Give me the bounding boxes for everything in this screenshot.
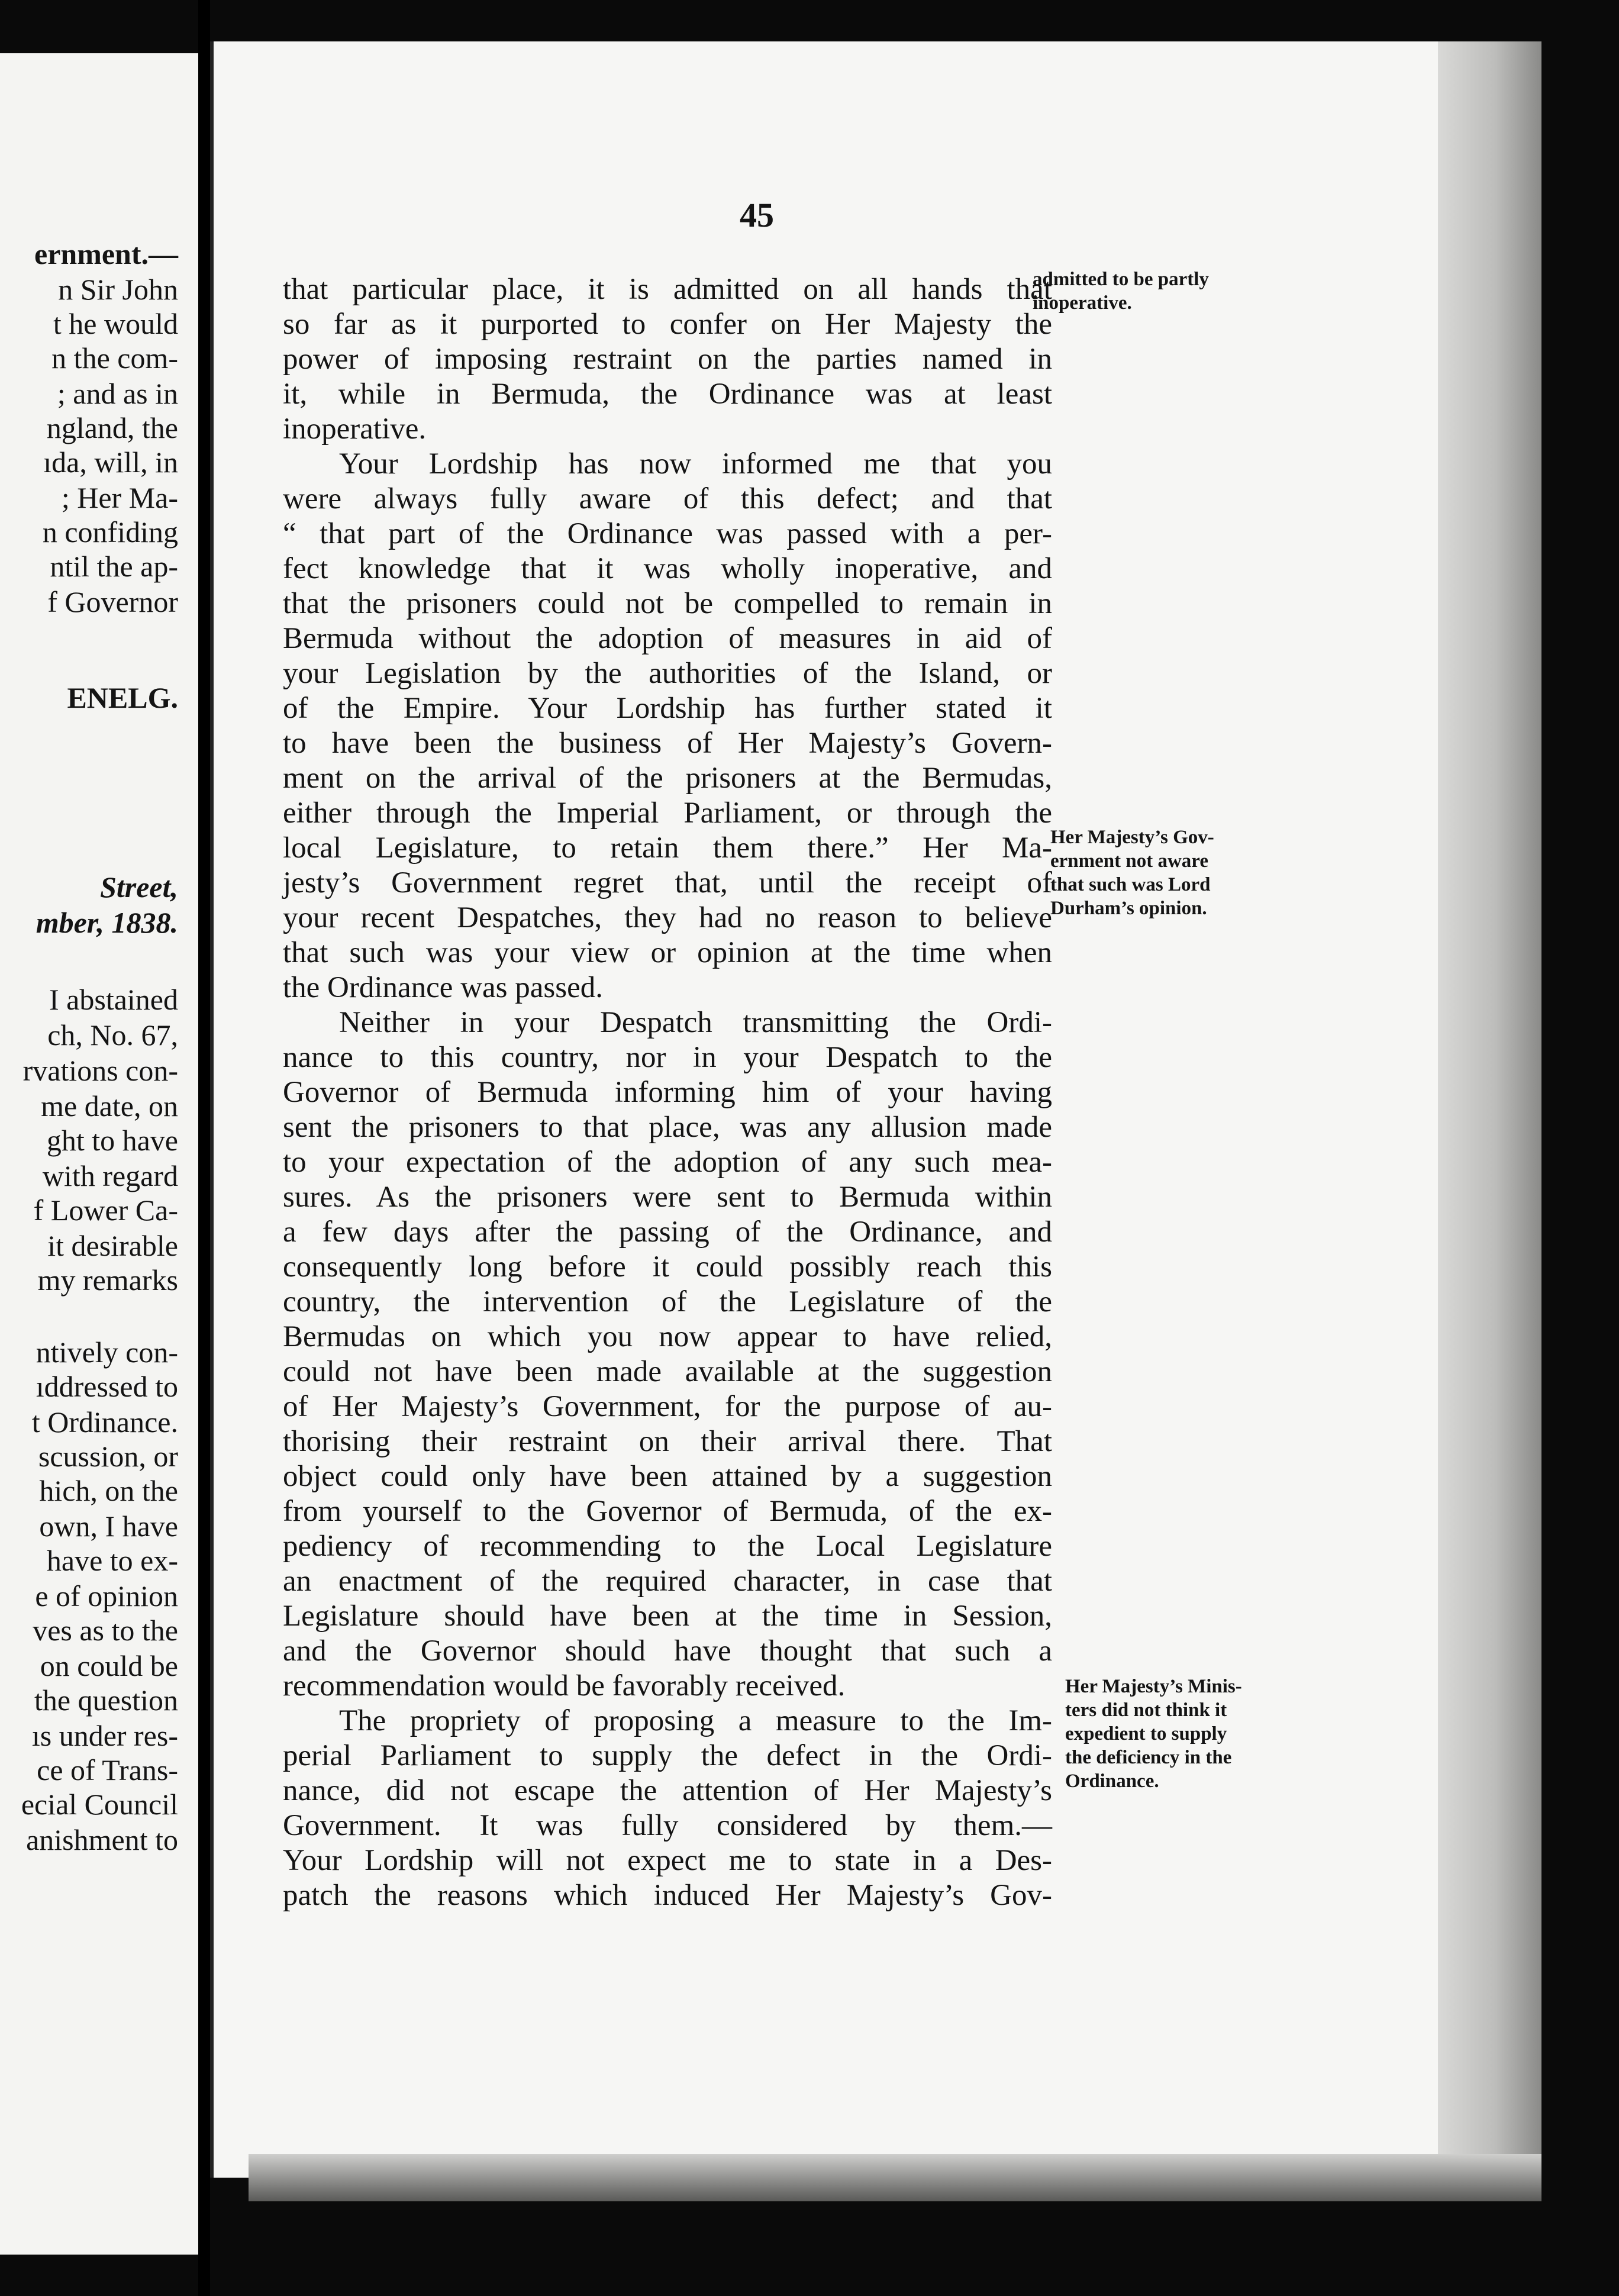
margin-note	[1033, 267, 1209, 315]
left-page-line: ecial Council	[21, 1788, 178, 1821]
text-line: inoperative.	[283, 412, 427, 446]
left-page-line: anishment to	[26, 1823, 178, 1856]
text-line: Governor of Bermuda informing him of your having	[283, 1076, 1052, 1109]
left-page-line: with regard	[42, 1159, 178, 1192]
text-line: your recent Despatches, they had no reason to believe	[283, 901, 1052, 934]
text-line: an enactment of the required character, in case that	[283, 1565, 1052, 1598]
text-line: The propriety of proposing a measure to the Im-	[339, 1704, 1052, 1737]
text-line: nance to this country, nor in your Despatch to the	[283, 1041, 1052, 1074]
text-line: to your expectation of the adoption of any such mea-	[283, 1146, 1052, 1179]
text-line: a few days after the passing of the Ordinance, and	[283, 1215, 1052, 1249]
page-edge	[1438, 41, 1541, 2178]
left-page-line: mber, 1838.	[36, 906, 178, 939]
left-page-line: on could be	[40, 1649, 178, 1682]
left-page-line: ıda, will, in	[43, 446, 178, 479]
text-line: consequently long before it could possibly reach this	[283, 1250, 1052, 1284]
left-page-line: e of opinion	[35, 1579, 178, 1613]
text-line: recommendation would be favorably received.	[283, 1669, 846, 1702]
margin-note-line: the deficiency in the	[1065, 1747, 1232, 1768]
left-page-line: own, I have	[39, 1510, 178, 1543]
left-page-line: ntively con-	[36, 1336, 178, 1369]
left-page-line: my remarks	[37, 1263, 178, 1297]
text-line: local Legislature, to retain them there.” Her Ma-	[283, 831, 1052, 865]
margin-note-line: Her Majesty’s Gov-	[1050, 827, 1214, 848]
body-text	[283, 272, 1052, 1913]
text-line: pediency of recommending to the Local Legislature	[283, 1530, 1052, 1563]
text-line: were always fully aware of this defect; and that	[283, 482, 1052, 515]
text-line: the Ordinance was passed.	[283, 971, 603, 1004]
left-page-line: scussion, or	[38, 1440, 178, 1473]
text-line: could not have been made available at the suggestion	[283, 1355, 1052, 1388]
left-page-line: have to ex-	[46, 1544, 178, 1577]
left-page-line: the question	[34, 1684, 178, 1717]
left-page-line: rvations con-	[22, 1054, 178, 1087]
left-page-line: ıs under res-	[31, 1719, 178, 1752]
left-page-line: ; and as in	[57, 377, 178, 410]
margin-note-line: inoperative.	[1033, 292, 1132, 314]
left-page-line: hich, on the	[39, 1474, 178, 1507]
left-page-line: ch, No. 67,	[47, 1018, 178, 1052]
page-bottom-edge	[249, 2154, 1541, 2201]
left-page-line: it desirable	[47, 1229, 178, 1262]
margin-note-line: ernment not aware	[1050, 850, 1208, 872]
margin-note-line: ters did not think it	[1065, 1700, 1227, 1721]
left-page-line: me date, on	[41, 1089, 178, 1123]
text-line: sures. As the prisoners were sent to Bermuda within	[283, 1181, 1052, 1214]
text-line: your Legislation by the authorities of the Island, or	[283, 657, 1052, 690]
margin-note-line: Durham’s opinion.	[1050, 898, 1207, 919]
margin-note-line: expedient to supply	[1065, 1723, 1227, 1744]
left-page-line: ngland, the	[46, 411, 178, 444]
left-page-line: Street,	[100, 870, 178, 904]
text-line: nance, did not escape the attention of Her Majesty’s	[283, 1774, 1052, 1807]
text-line: that such was your view or opinion at the time when	[283, 936, 1052, 969]
left-page-line: ght to have	[46, 1124, 178, 1157]
margin-note-line: Her Majesty’s Minis-	[1065, 1676, 1242, 1697]
left-page-line: ntil the ap-	[50, 550, 178, 583]
text-line: Your Lordship will not expect me to state in a Des-	[283, 1844, 1052, 1877]
text-line: perial Parliament to supply the defect in the Ordi-	[283, 1739, 1052, 1772]
margin-note-line: that such was Lord	[1050, 874, 1211, 895]
left-page-line: ENELG.	[67, 681, 178, 714]
left-page-line: t Ordinance.	[31, 1405, 178, 1439]
text-line: ment on the arrival of the prisoners at the Bermudas,	[283, 762, 1052, 795]
text-line: and the Governor should have thought that such a	[283, 1634, 1052, 1668]
text-line: sent the prisoners to that place, was any allusion made	[283, 1111, 1052, 1144]
left-page-line: t he would	[53, 307, 178, 340]
text-line: to have been the business of Her Majesty’s Govern-	[283, 727, 1052, 760]
text-line: thorising their restraint on their arrival there. That	[283, 1425, 1052, 1458]
text-line: power of imposing restraint on the parties named in	[283, 343, 1052, 376]
left-page-line: ıddressed to	[36, 1370, 178, 1403]
left-page-line: ce of Trans-	[37, 1753, 178, 1787]
left-page-line: ernment.—	[34, 237, 178, 270]
margin-note-line: Ordinance.	[1065, 1771, 1159, 1792]
text-line: either through the Imperial Parliament, or through the	[283, 796, 1052, 830]
text-line: of the Empire. Your Lordship has further stated it	[283, 692, 1052, 725]
left-page-line: f Governor	[47, 585, 178, 618]
left-page	[0, 53, 198, 2255]
text-line: country, the intervention of the Legislature of the	[283, 1285, 1052, 1318]
text-line: Bermudas on which you now appear to have relied,	[283, 1320, 1052, 1353]
left-page-line: n Sir John	[58, 273, 178, 306]
text-line: “ that part of the Ordinance was passed with a per-	[283, 517, 1052, 550]
text-line: Neither in your Despatch transmitting the Ordi-	[339, 1006, 1052, 1039]
text-line: from yourself to the Governor of Bermuda, of the ex-	[283, 1495, 1052, 1528]
text-line: object could only have been attained by a suggestion	[283, 1460, 1052, 1493]
text-line: that particular place, it is admitted on all hands that	[283, 273, 1052, 306]
text-line: so far as it purported to confer on Her Majesty the	[283, 308, 1052, 341]
text-line: Government. It was fully considered by them.—	[283, 1809, 1052, 1842]
margin-note-line: admitted to be partly	[1033, 269, 1209, 290]
text-line: fect knowledge that it was wholly inoperative, and	[283, 552, 1052, 585]
left-page-line: n confiding	[42, 515, 178, 549]
text-line: of Her Majesty’s Government, for the purpose of au-	[283, 1390, 1052, 1423]
text-line: jesty’s Government regret that, until the receipt of	[283, 866, 1052, 899]
text-line: patch the reasons which induced Her Majesty’s Gov-	[283, 1879, 1052, 1912]
left-page-line: f Lower Ca-	[33, 1194, 178, 1227]
page-number: 45	[740, 196, 774, 234]
text-line: Your Lordship has now informed me that you	[339, 447, 1052, 481]
left-page-line: ; Her Ma-	[61, 481, 178, 514]
text-line: it, while in Bermuda, the Ordinance was at least	[283, 378, 1052, 411]
left-page-line: I abstained	[49, 983, 178, 1016]
margin-note	[1050, 825, 1214, 920]
left-page-line: n the com-	[51, 341, 178, 375]
text-line: Legislature should have been at the time in Session,	[283, 1600, 1052, 1633]
left-page-line: ves as to the	[33, 1614, 178, 1647]
book-gutter	[198, 0, 210, 2296]
margin-note	[1065, 1675, 1242, 1793]
text-line: Bermuda without the adoption of measures in aid of	[283, 622, 1052, 655]
text-line: that the prisoners could not be compelled to remain in	[283, 587, 1052, 620]
